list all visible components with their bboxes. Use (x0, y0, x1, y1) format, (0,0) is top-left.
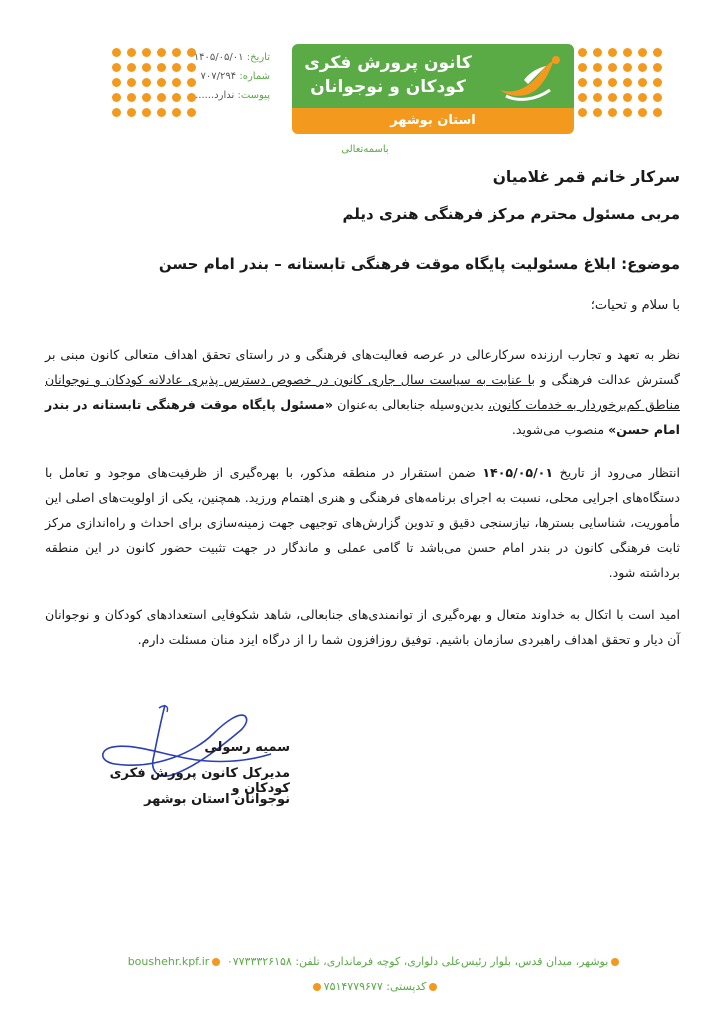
paragraph-2: انتظار می‌رود از تاریخ ۱۴۰۵/۰۵/۰۱ ضمن استقرار در منطقه مذکور، با بهره‌گیری از ظرفیت‌های موجود و تعامل با دستگاه‌های اجرایی محلی، نسبت به اجرای برنامه‌های فرهنگی و هنری اهتمام ورزید. همچنین، یکی از اولویت‌های اصلی این مأموریت، شناسایی بسترها، نیازسنجی دقیق و تدوین گزارش‌های توجیهی جهت زمینه‌سازی برای احداث و راه‌اندازی مرکز ثابت فرهنگی کانون در بندر امام حسن می‌باشد تا گامی عملی و ماندگار در جهت تثبیت حضور کانون در این منطقه برداشته شود. (45, 465, 680, 580)
bullet-icon (313, 983, 321, 991)
date-row: تاریخ: ۱۴۰۵/۰۵/۰۱ (193, 52, 270, 63)
bird-emblem-icon (494, 50, 568, 104)
letter-meta (120, 48, 270, 105)
signer-title-line2: نوجوانان استان بوشهر (144, 792, 290, 807)
bullet-icon (611, 958, 619, 966)
footer-postal: کدپستی: ۷۵۱۴۷۷۹۶۷۷ (100, 980, 650, 993)
dot-pattern-right (578, 48, 663, 118)
organization-logo (292, 44, 574, 134)
bullet-icon (212, 958, 220, 966)
signer-title-line1: مدیرکل کانون پرورش فکری کودکان و (109, 766, 290, 796)
signer-name: سمیه رسولی (204, 740, 290, 755)
recipient-name: سرکار خانم قمر غلامیان (492, 168, 680, 186)
attachment-row: پیوست: ندارد...... (195, 90, 270, 101)
paragraph-1: نظر به تعهد و تجارب ارزنده سرکارعالی در عرصه فعالیت‌های فرهنگی و در راستای تحقق اهداف متعالی کانون مبنی بر گسترش عدالت فرهنگی و با عنایت به سیاست سال جاری کانون در خصوص دسترس پذیری عادلانه کودکان و نوجوانان مناطق کم‌برخوردار به خدمات کانون، بدین‌وسیله جنابعالی به‌عنوان «مسئول پایگاه موقت فرهنگی تابستانه در بندر امام حسن» منصوب می‌شوید. (45, 347, 680, 437)
letter-subject: موضوع: ابلاغ مسئولیت پایگاه موقت فرهنگی تابستانه – بندر امام حسن (158, 255, 680, 273)
logo-branch: استان بوشهر (292, 108, 574, 134)
footer-address: بوشهر، میدان قدس، بلوار رئیس‌علی دلواری، کوچه فرمانداری، تلفن: ۰۷۷۳۳۳۲۶۱۵۸ boushehr.kpf.ir (100, 955, 650, 968)
logo-title-line1: کانون پرورش فکری (304, 53, 472, 73)
bullet-icon (429, 983, 437, 991)
basmeh: باسمه‌تعالی (341, 144, 389, 155)
logo-title-line2: کودکان و نوجوانان (310, 77, 466, 97)
greeting: با سلام و تحیات؛ (590, 298, 680, 313)
number-row: شماره: ۷۰۷/۲۹۴ (200, 71, 270, 82)
paragraph-3: امید است با اتکال به خداوند متعال و بهره‌گیری از توانمندی‌های جنابعالی، شاهد شکوفایی استعدادهای کودکان و نوجوانان آن دیار و تحقق اهداف راهبردی سازمان باشیم. توفیق روزافزون شما را از درگاه ایزد منان مسئلت دارم. (45, 607, 680, 647)
recipient-title: مربی مسئول محترم مرکز فرهنگی هنری دیلم (342, 205, 680, 223)
website-link[interactable]: boushehr.kpf.ir (127, 955, 210, 968)
